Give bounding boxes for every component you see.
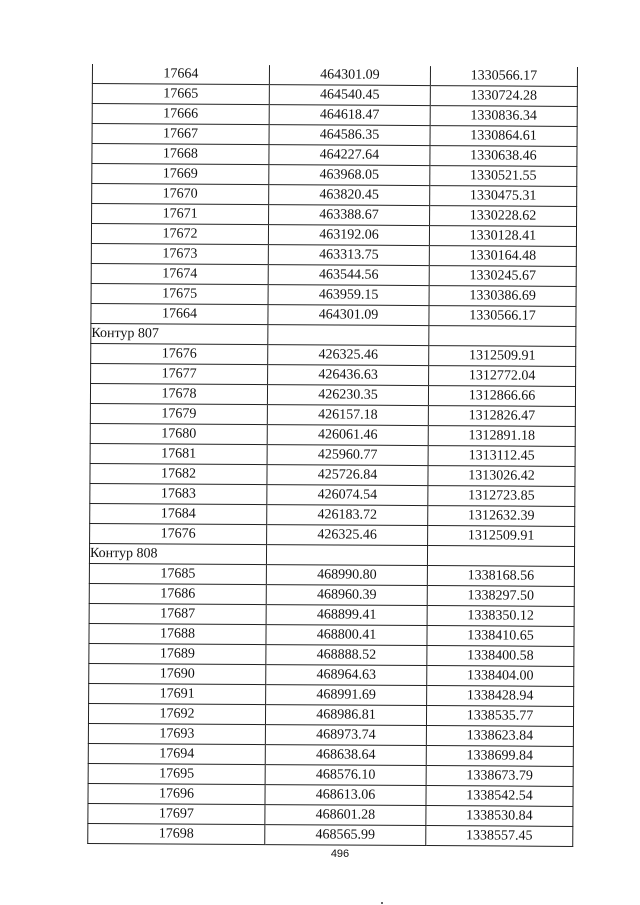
y-coordinate-cell: 1338557.45 xyxy=(426,826,573,847)
table-row xyxy=(90,483,575,506)
x-coordinate-cell: 468613.06 xyxy=(265,785,426,806)
table-row xyxy=(88,723,573,746)
table-row xyxy=(91,343,576,366)
table-row xyxy=(92,104,577,127)
table-row xyxy=(88,803,573,826)
point-number-cell: 17697 xyxy=(88,803,265,824)
y-coordinate-cell: 1312509.91 xyxy=(428,526,575,547)
x-coordinate-cell: 426230.35 xyxy=(267,385,428,406)
table-row xyxy=(91,283,576,306)
x-coordinate-cell: 468986.81 xyxy=(265,705,426,726)
point-number-cell: 17686 xyxy=(89,583,266,604)
x-coordinate-cell: 463388.67 xyxy=(269,205,430,226)
y-coordinate-cell: 1330128.41 xyxy=(429,226,576,247)
y-coordinate-cell: 1330864.61 xyxy=(430,126,577,147)
point-number-cell: 17678 xyxy=(90,383,267,404)
table-row xyxy=(91,224,576,247)
point-number-cell: 17685 xyxy=(89,563,266,584)
x-coordinate-cell: 468964.63 xyxy=(266,665,427,686)
x-coordinate-cell: 464586.35 xyxy=(269,125,430,146)
point-number-cell: 17670 xyxy=(92,184,269,205)
x-coordinate-cell: 463959.15 xyxy=(268,285,429,306)
table-row xyxy=(90,463,575,486)
point-number-cell: 17672 xyxy=(91,224,268,245)
x-coordinate-cell: 464301.09 xyxy=(268,305,429,326)
x-coordinate-cell: 426074.54 xyxy=(267,485,428,506)
table-row xyxy=(90,443,575,466)
table-row xyxy=(89,663,574,686)
table-row xyxy=(89,583,574,606)
x-coordinate-cell: 468899.41 xyxy=(266,605,427,626)
empty-x-cell xyxy=(268,325,429,346)
point-number-cell: 17693 xyxy=(88,723,265,744)
table-row xyxy=(91,243,576,266)
table-row xyxy=(89,563,574,586)
point-number-cell: 17687 xyxy=(89,603,266,624)
x-coordinate-cell: 468990.80 xyxy=(266,565,427,586)
table-row xyxy=(92,84,577,107)
y-coordinate-cell: 1312866.66 xyxy=(428,386,575,407)
point-number-cell: 17698 xyxy=(88,823,265,844)
point-number-cell: 17671 xyxy=(92,204,269,225)
x-coordinate-cell: 463544.56 xyxy=(268,265,429,286)
table-row xyxy=(92,124,577,147)
point-number-cell: 17676 xyxy=(91,343,268,364)
x-coordinate-cell: 464227.64 xyxy=(269,145,430,166)
x-coordinate-cell: 463968.05 xyxy=(269,165,430,186)
table-row xyxy=(88,823,573,846)
empty-x-cell xyxy=(266,545,427,566)
y-coordinate-cell: 1330638.46 xyxy=(430,146,577,167)
y-coordinate-cell: 1338297.50 xyxy=(427,586,574,607)
x-coordinate-cell: 463313.75 xyxy=(268,245,429,266)
y-coordinate-cell: 1338428.94 xyxy=(427,686,574,707)
table-row xyxy=(91,263,576,286)
x-coordinate-cell: 425726.84 xyxy=(267,465,428,486)
point-number-cell: 17688 xyxy=(89,623,266,644)
x-coordinate-cell: 463192.06 xyxy=(268,225,429,246)
x-coordinate-cell: 468565.99 xyxy=(265,825,426,846)
point-number-cell: 17668 xyxy=(92,144,269,165)
table-row xyxy=(89,603,574,626)
point-number-cell: 17667 xyxy=(92,124,269,145)
table-row xyxy=(92,204,577,227)
y-coordinate-cell: 1330245.67 xyxy=(429,266,576,287)
x-coordinate-cell: 426436.63 xyxy=(268,365,429,386)
y-coordinate-cell: 1312509.91 xyxy=(429,346,576,367)
point-number-cell: 17692 xyxy=(88,703,265,724)
point-number-cell: 17684 xyxy=(90,503,267,524)
y-coordinate-cell: 1312632.39 xyxy=(428,506,575,527)
point-number-cell: 17675 xyxy=(91,283,268,304)
x-coordinate-cell: 468576.10 xyxy=(265,765,426,786)
x-coordinate-cell: 468638.64 xyxy=(265,745,426,766)
table-row xyxy=(88,783,573,806)
x-coordinate-cell: 468973.74 xyxy=(265,725,426,746)
point-number-cell: 17677 xyxy=(91,363,268,384)
table-row xyxy=(92,164,577,187)
table-row xyxy=(91,363,576,386)
x-coordinate-cell: 426325.46 xyxy=(267,525,428,546)
point-number-cell: 17691 xyxy=(89,683,266,704)
scan-speck xyxy=(381,902,383,904)
y-coordinate-cell: 1338410.65 xyxy=(427,626,574,647)
point-number-cell: 17664 xyxy=(91,303,268,324)
coordinates-table xyxy=(87,64,578,847)
contour-label: Контур 807 xyxy=(91,323,268,344)
y-coordinate-cell: 1312772.04 xyxy=(429,366,576,387)
contour-label: Контур 808 xyxy=(89,543,266,564)
point-number-cell: 17665 xyxy=(92,84,269,105)
y-coordinate-cell: 1338535.77 xyxy=(426,706,573,727)
coordinates-table-body xyxy=(88,64,578,846)
y-coordinate-cell: 1338168.56 xyxy=(427,566,574,587)
x-coordinate-cell: 464301.09 xyxy=(269,65,430,85)
x-coordinate-cell: 425960.77 xyxy=(267,445,428,466)
y-coordinate-cell: 1338404.00 xyxy=(427,666,574,687)
empty-y-cell xyxy=(427,546,574,567)
y-coordinate-cell: 1338530.84 xyxy=(426,806,573,827)
y-coordinate-cell: 1312826.47 xyxy=(428,406,575,427)
y-coordinate-cell: 1312891.18 xyxy=(428,426,575,447)
table-row xyxy=(90,383,575,406)
point-number-cell: 17676 xyxy=(90,523,267,544)
y-coordinate-cell: 1330566.17 xyxy=(430,66,577,86)
point-number-cell: 17690 xyxy=(89,663,266,684)
table-row xyxy=(90,523,575,546)
x-coordinate-cell: 464618.47 xyxy=(269,105,430,126)
y-coordinate-cell: 1330475.31 xyxy=(430,186,577,207)
x-coordinate-cell: 468601.28 xyxy=(265,805,426,826)
x-coordinate-cell: 463820.45 xyxy=(269,185,430,206)
y-coordinate-cell: 1338623.84 xyxy=(426,726,573,747)
x-coordinate-cell: 468800.41 xyxy=(266,625,427,646)
x-coordinate-cell: 464540.45 xyxy=(269,85,430,106)
point-number-cell: 17682 xyxy=(90,463,267,484)
point-number-cell: 17666 xyxy=(92,104,269,125)
y-coordinate-cell: 1338350.12 xyxy=(427,606,574,627)
table-row xyxy=(88,743,573,766)
y-coordinate-cell: 1338400.58 xyxy=(427,646,574,667)
point-number-cell: 17680 xyxy=(90,423,267,444)
x-coordinate-cell: 426325.46 xyxy=(268,345,429,366)
point-number-cell: 17669 xyxy=(92,164,269,185)
table-row xyxy=(92,144,577,167)
y-coordinate-cell: 1312723.85 xyxy=(428,486,575,507)
y-coordinate-cell: 1338542.54 xyxy=(426,786,573,807)
x-coordinate-cell: 468960.39 xyxy=(266,585,427,606)
point-number-cell: 17683 xyxy=(90,483,267,504)
table-row xyxy=(89,643,574,666)
point-number-cell: 17681 xyxy=(90,443,267,464)
page-number: 496 xyxy=(330,848,350,860)
point-number-cell: 17679 xyxy=(90,403,267,424)
y-coordinate-cell: 1330521.55 xyxy=(430,166,577,187)
point-number-cell: 17694 xyxy=(88,743,265,764)
point-number-cell: 17673 xyxy=(91,243,268,264)
point-number-cell: 17689 xyxy=(89,643,266,664)
empty-y-cell xyxy=(429,326,576,347)
y-coordinate-cell: 1330836.34 xyxy=(430,106,577,127)
x-coordinate-cell: 426061.46 xyxy=(267,425,428,446)
y-coordinate-cell: 1330386.69 xyxy=(429,286,576,307)
table-row xyxy=(88,703,573,726)
table-row xyxy=(90,423,575,446)
table-row xyxy=(92,64,577,86)
y-coordinate-cell: 1330566.17 xyxy=(429,306,576,327)
point-number-cell: 17664 xyxy=(92,64,269,85)
point-number-cell: 17695 xyxy=(88,763,265,784)
y-coordinate-cell: 1330164.48 xyxy=(429,246,576,267)
table-row xyxy=(90,403,575,426)
y-coordinate-cell: 1330724.28 xyxy=(430,86,577,107)
x-coordinate-cell: 426183.72 xyxy=(267,505,428,526)
table-row xyxy=(90,503,575,526)
table-row xyxy=(92,184,577,207)
table-row xyxy=(88,763,573,786)
table-row xyxy=(89,683,574,706)
y-coordinate-cell: 1313026.42 xyxy=(428,466,575,487)
y-coordinate-cell: 1330228.62 xyxy=(430,206,577,227)
point-number-cell: 17674 xyxy=(91,263,268,284)
point-number-cell: 17696 xyxy=(88,783,265,804)
y-coordinate-cell: 1338673.79 xyxy=(426,766,573,787)
table-row xyxy=(91,303,576,326)
y-coordinate-cell: 1313112.45 xyxy=(428,446,575,467)
y-coordinate-cell: 1338699.84 xyxy=(426,746,573,767)
x-coordinate-cell: 468991.69 xyxy=(266,685,427,706)
x-coordinate-cell: 426157.18 xyxy=(267,405,428,426)
table-row xyxy=(89,623,574,646)
x-coordinate-cell: 468888.52 xyxy=(266,645,427,666)
